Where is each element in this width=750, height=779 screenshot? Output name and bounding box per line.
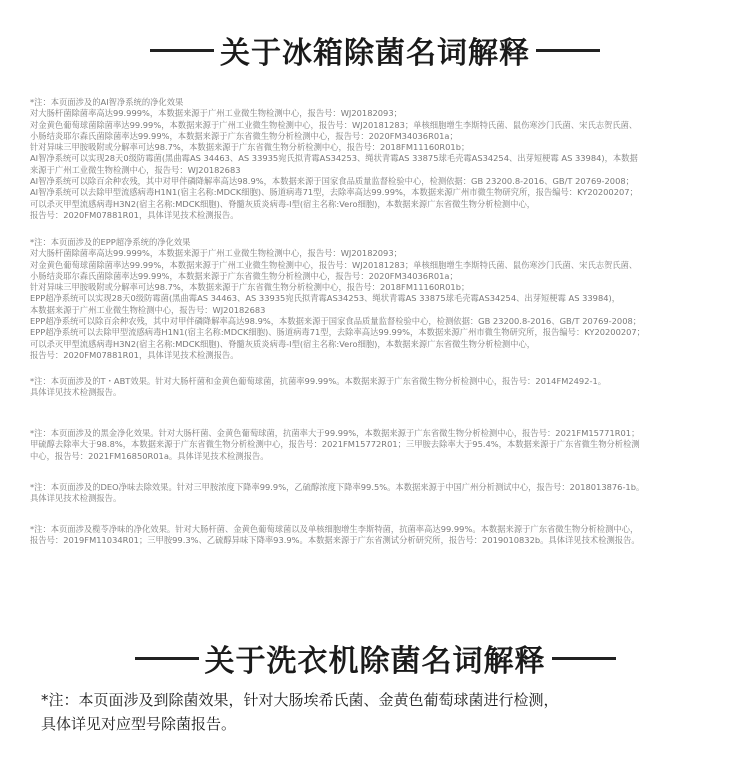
note-line: 中心，报告号：2021FM16850R01a。具体详见技术检测报告。 bbox=[30, 450, 269, 461]
note-line: 具体详见对应型号除菌报告。 bbox=[41, 715, 237, 733]
note-line: *注：本页面涉及的黑金净化效果。针对大肠杆菌、金黄色葡萄球菌，抗菌率大于99.99%，本数据来源于广东省微生物分析检测中心，报告号：2021FM15771R01； bbox=[30, 428, 640, 438]
washer-note bbox=[41, 688, 721, 736]
note-line: 小肠结炎耶尔森氏菌除菌率达99.99%，本数据来源于广东省微生物分析检测中心，报告号：2020FM34036R01a； bbox=[30, 130, 458, 141]
note-line: 针对异味三甲胺吸附或分解率可达98.7%，本数据来源于广东省微生物分析检测中心，报告号：2018FM11160R01b； bbox=[30, 142, 470, 153]
ai-system-note bbox=[30, 97, 722, 221]
note-line: 可以杀灭甲型流感病毒H3N2(宿主名称:MDCK细胞)、脊髓灰质炎病毒-I型(宿主名称:Vero细胞)，本数据来源广东省微生物分析检测中心， bbox=[30, 198, 536, 209]
note-line: 针对异味三甲胺吸附或分解率可达98.7%，本数据来源于广东省微生物分析检测中心，报告号：2018FM11160R01b； bbox=[30, 282, 470, 293]
note-line: 具体详见技术检测报告。 bbox=[30, 493, 122, 504]
note-line: AI智净系统可以除百余种农残，其中对甲伴磷降解率高达98.9%，本数据来源于国家食品质量监督检验中心，检测依据：GB 23200.8-2016、GB/T 20769-2008； bbox=[30, 176, 634, 187]
note-line: *注：本页面涉及的T・ABT效果。针对大肠杆菌和金黄色葡萄球菌，抗菌率99.99%。本数据来源于广东省微生物分析检测中心，报告号：2014FM2492-1。 bbox=[30, 376, 607, 386]
heading-right-rule bbox=[536, 49, 600, 52]
fridge-heading-text: 关于冰箱除菌名词解释 bbox=[220, 36, 530, 71]
fridge-section-heading bbox=[0, 28, 750, 72]
note-line: EPP超净系统可以实现28天0级防霉菌(黑曲霉AS 34463、AS 33935宛氏拟青霉AS34253、绳状青霉AS 33875球毛壳霉AS34254、出芽短梗霉 AS 33984)， bbox=[30, 293, 621, 304]
heading-left-rule bbox=[150, 49, 214, 52]
note-line: *注：本页面涉及的EPP超净系统的净化效果 bbox=[30, 237, 191, 247]
note-line: 对大肠杆菌除菌率高达99.999%，本数据来源于广州工业微生物检测中心，报告号：WJ20182093； bbox=[30, 248, 402, 259]
note-line: 本数据来源于广州工业微生物检测中心，报告号：WJ20182683 bbox=[30, 304, 266, 315]
note-line: 报告号：2020FM07881R01，具体详见技术检测报告。 bbox=[30, 349, 239, 360]
note-line: *注：本页面涉及的AI智净系统的净化效果 bbox=[30, 97, 184, 107]
note-line: 对金黄色葡萄球菌除菌率达99.99%，本数据来源于广州工业微生物检测中心，报告号：WJ20181283；单核细胞增生李斯特氏菌、鼠伤寒沙门氏菌、宋氏志贺氏菌、 bbox=[30, 119, 638, 130]
heading-left-rule bbox=[135, 657, 199, 660]
note-line: 甲硫醇去除率大于98.8%，本数据来源于广东省微生物分析检测中心，报告号：2021FM15772R01；三甲胺去除率大于95.4%，本数据来源于广东省微生物分析检测 bbox=[30, 439, 640, 450]
note-line: EPP超净系统可以去除甲型流感病毒H1N1(宿主名称:MDCK细胞)、肠道病毒71型，去除率高达99.99%，本数据来源广州市微生物研究所，报告编号：KY20200207； bbox=[30, 327, 645, 338]
note-line: AI智净系统可以去除甲型流感病毒H1N1(宿主名称:MDCK细胞)、肠道病毒71型，去除率高达99.99%，本数据来源广州市微生物研究所，报告编号：KY20200207； bbox=[30, 187, 638, 198]
note-line: 对大肠杆菌除菌率高达99.999%，本数据来源于广州工业微生物检测中心，报告号：WJ20182093； bbox=[30, 108, 402, 119]
note-line: 对金黄色葡萄球菌除菌率达99.99%，本数据来源于广州工业微生物检测中心，报告号：WJ20181283；单核细胞增生李斯特氏菌、鼠伤寒沙门氏菌、宋氏志贺氏菌、 bbox=[30, 259, 638, 270]
citrus-note bbox=[30, 524, 722, 547]
note-line: 具体详见技术检测报告。 bbox=[30, 387, 122, 398]
note-line: EPP超净系统可以除百余种农残，其中对甲伴磷降解率高达98.9%，本数据来源于国家食品质量监督检验中心，检测依据：GB 23200.8-2016、GB/T 20769-2008； bbox=[30, 316, 642, 327]
note-line: *注：本页面涉及榄苓净味的净化效果。针对大肠杆菌、金黄色葡萄球菌以及单核细胞增生李斯特菌，抗菌率高达99.99%。本数据来源于广东省微生物分析检测中心， bbox=[30, 524, 639, 534]
note-line: 报告号：2020FM07881R01，具体详见技术检测报告。 bbox=[30, 209, 239, 220]
note-line: 小肠结炎耶尔森氏菌除菌率达99.99%，本数据来源于广东省微生物分析检测中心，报告号：2020FM34036R01a； bbox=[30, 270, 458, 281]
washer-heading-text: 关于洗衣机除菌名词解释 bbox=[204, 644, 546, 679]
note-line: AI智净系统可以实现28天0级防霉菌(黑曲霉AS 34463、AS 33935宛氏拟青霉AS34253、绳状青霉AS 33875球毛壳霉AS34254、出芽短梗霉 AS 33984)，本数据 bbox=[30, 153, 638, 164]
black-gold-note bbox=[30, 428, 722, 462]
note-line: 可以杀灭甲型流感病毒H3N2(宿主名称:MDCK细胞)、脊髓灰质炎病毒-I型(宿主名称:Vero细胞)，本数据来源广东省微生物分析检测中心， bbox=[30, 338, 536, 349]
note-line: *注：本页面涉及到除菌效果，针对大肠埃希氏菌、金黄色葡萄球菌进行检测， bbox=[41, 691, 559, 709]
deo-note bbox=[30, 482, 722, 505]
note-line: *注：本页面涉及的DEO净味去除效果。针对三甲胺浓度下降率99.9%，乙硫醇浓度下降率99.5%。本数据来源于中国广州分析测试中心，报告号：2018013876-1b。 bbox=[30, 482, 645, 492]
heading-right-rule bbox=[552, 657, 616, 660]
washer-section-heading bbox=[0, 636, 750, 680]
note-line: 报告号：2019FM11034R01；三甲胺99.3%、乙硫醇异味下降率93.9%。本数据来源于广东省测试分析研究所，报告号：2019010832b。具体详见技术检测报告。 bbox=[30, 535, 640, 546]
tabt-note bbox=[30, 376, 722, 399]
note-line: 来源于广州工业微生物检测中心，报告号：WJ20182683 bbox=[30, 164, 241, 175]
epp-system-note bbox=[30, 237, 722, 361]
